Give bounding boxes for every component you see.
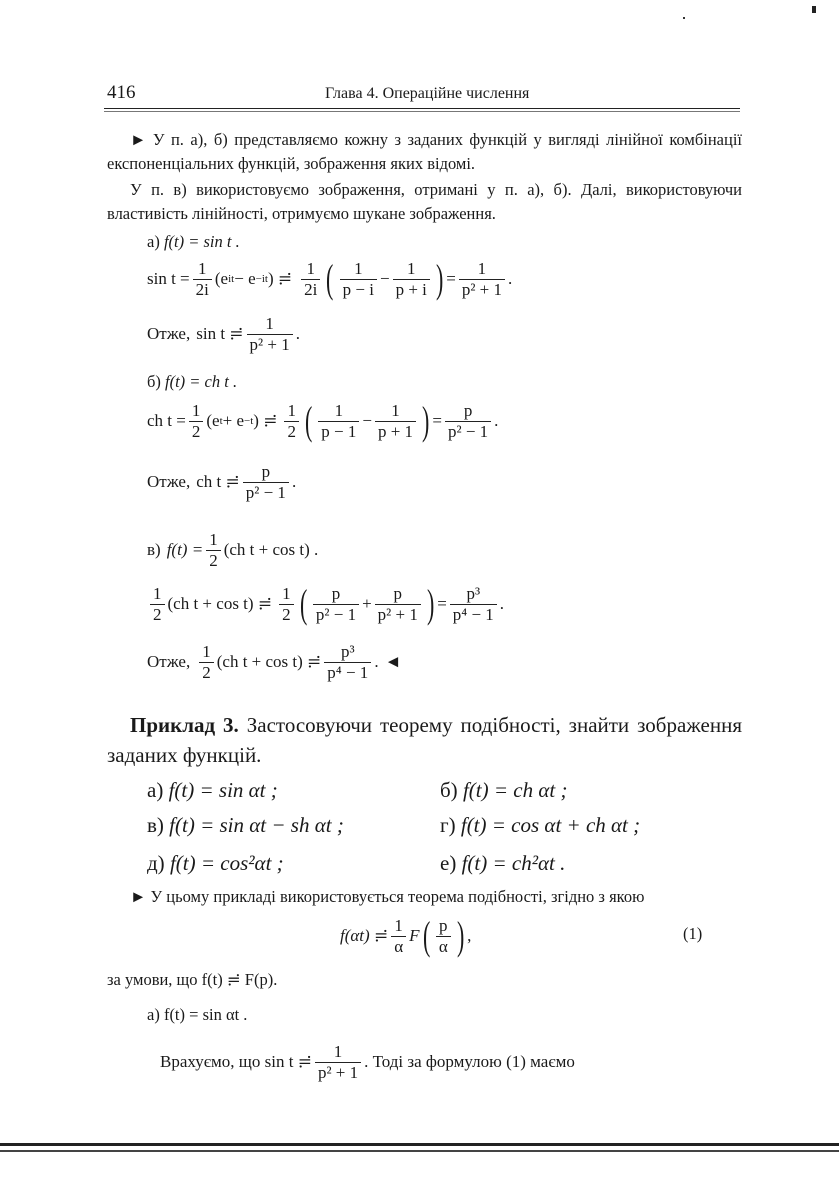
end-of-solution-mark: ◄ [384, 652, 402, 671]
example-3-item-c: в) f(t) = sin αt − sh αt ; [147, 813, 344, 837]
part-a-equation [147, 254, 512, 304]
right-paren: ) [426, 581, 435, 626]
part-c-term-2: $\frac{p}{\text{p² + 1}}$ [375, 585, 421, 624]
left-paren: ( [326, 256, 334, 301]
part-a-half-i-fraction: $\frac{1}{2i}$ [193, 260, 212, 299]
part-b-heading [147, 370, 237, 394]
page-number: 416 [107, 82, 136, 103]
example-3-item-a: а) f(t) = sin αt ; [147, 778, 278, 802]
intro-paragraph-2: У п. в) використовуємо зображення, отримані у п. а), б). Далі, використовуючи властивість лінійності, отримуємо шукане зображення. [107, 180, 742, 223]
part-a-eq-lhs: sin t = [147, 269, 190, 288]
part-a-function: f(t) = sin t . [163, 232, 240, 251]
part-a-term-2: $\frac{1}{p + i}$ [393, 260, 430, 299]
part-b-half-fraction: $\frac{1}{2}$ [189, 402, 204, 441]
chapter-title: Глава 4. Операційне числення [325, 85, 530, 102]
example-3-title: Приклад 3. [130, 713, 239, 737]
part-a-exp-close: ) ≓ [267, 269, 293, 288]
part-b-conclusion-fraction: $\frac{p}{\text{p² − 1}}$ [243, 463, 289, 502]
example-3-item-b: б) f(t) = ch αt ; [440, 778, 568, 802]
part-a-exp-it: it [228, 273, 235, 285]
scan-dot [683, 17, 685, 19]
example-3-item-d: г) f(t) = cos αt + ch αt ; [440, 813, 641, 837]
example-3-text: Застосовуючи теорему подібності, знайти зображення заданих функцій. [107, 713, 742, 767]
part-b-term-2: $\frac{1}{p + 1}$ [375, 402, 416, 441]
part-a-exp-minus: − e [234, 269, 256, 288]
part-a-result: $\frac{1}{\text{p² + 1}}$ [459, 260, 505, 299]
right-paren: ) [422, 398, 430, 443]
bottom-rule [0, 1143, 839, 1146]
part-a-conclusion-lhs: sin t ≓ [196, 324, 244, 343]
part-a-exp-open: (e [214, 269, 229, 288]
part-a-conclusion: Отже, sin t ≓ $\frac{1}{\text{p² + 1}}$ . [147, 313, 300, 354]
theorem-condition: за умови, що f(t) ≓ F(p). [107, 970, 278, 989]
part-a-label: а) [147, 232, 160, 251]
similarity-theorem-formula: f(αt) ≓ $\frac{1}{\alpha}$ F ( $\frac{p}{\alpha}$ ) , [340, 913, 472, 958]
header-rule-secondary [104, 111, 740, 112]
scan-mark [812, 6, 816, 13]
formula-number: (1) [683, 924, 703, 943]
intro-paragraph-1: ► У п. а), б) представляємо кожну з заданих функцій у вигляді лінійної комбінації експоненціальних функцій, зображення яких відомі. [107, 130, 742, 173]
part-b-exp-open: (e [206, 411, 220, 430]
left-paren: ( [299, 581, 307, 626]
bottom-rule-secondary [0, 1150, 839, 1152]
left-paren: ( [304, 398, 313, 443]
part-c-equation: $\frac{1}{2}$ (ch t + cos t) ≓ $\frac{1}{2}$ ( $\frac{p}{\text{p² − 1}}$ + $\frac{p}{\text{p² + 1}}$ ) = $\frac{\text{p³}}{\text{p⁴ − 1}}$ . [147, 578, 504, 630]
part-c-half-fraction: $\frac{1}{2}$ [206, 531, 221, 570]
example-3-item-e: д) f(t) = cos²αt ; [147, 851, 284, 875]
part-a-exp-neg-it: −it [255, 273, 268, 285]
minus-sign: − [379, 269, 390, 288]
example-3-subpart-a: а) f(t) = sin αt . [147, 1005, 248, 1024]
part-b-result: $\frac{p}{\text{p² − 1}}$ [445, 402, 491, 441]
part-b-half-fraction-2: $\frac{1}{2}$ [284, 402, 299, 441]
example-3-item-f: е) f(t) = ch²αt . [440, 851, 566, 875]
left-paren: ( [422, 913, 430, 958]
part-b-function: f(t) = ch t . [165, 372, 238, 391]
final-fraction: $\frac{1}{\text{p² + 1}}$ [315, 1043, 361, 1082]
part-a-conclusion-label: Отже, [147, 324, 191, 343]
part-b-eq-lhs: ch t = [147, 411, 186, 430]
part-a-half-i-fraction-2: $\frac{1}{2i}$ [301, 260, 320, 299]
theorem-intro: ► У цьому прикладі використовується теорема подібності, згідно з якою [130, 887, 645, 906]
part-b-equation: ch t = $\frac{1}{2}$ (e t + e −t ) ≓ $\frac{1}{2}$ ( $\frac{1}{p - 1}$ − $\frac{1}{p + 1}$ ) = $\frac{p}{\text{p² − 1}}$ . [147, 398, 499, 443]
part-c-heading: в) f(t) = $\frac{1}{2}$ (ch t + cos t) . [147, 529, 319, 570]
right-paren: ) [435, 256, 444, 301]
period: . [508, 269, 513, 288]
final-line: Врахуємо, що sin t ≓ $\frac{1}{\text{p² + 1}}$ . Тоді за формулою (1) маємо [160, 1041, 575, 1082]
part-c-conclusion: Отже, $\frac{1}{2}$ (ch t + cos t) ≓ $\frac{\text{p³}}{\text{p⁴ − 1}}$ . ◄ [147, 641, 402, 682]
part-b-conclusion: Отже, ch t ≓ $\frac{p}{\text{p² − 1}}$ . [147, 461, 297, 502]
right-paren: ) [456, 913, 465, 958]
part-a-term-1: $\frac{1}{p - i}$ [340, 260, 377, 299]
example-3-statement [107, 710, 742, 770]
part-b-term-1: $\frac{1}{p - 1}$ [318, 402, 359, 441]
part-a-conclusion-fraction: $\frac{1}{\text{p² + 1}}$ [247, 315, 293, 354]
header-rule [104, 108, 740, 109]
part-c-term-1: $\frac{p}{\text{p² − 1}}$ [313, 585, 359, 624]
equals-sign: = [446, 269, 456, 288]
part-c-result: $\frac{\text{p³}}{\text{p⁴ − 1}}$ [450, 585, 497, 624]
part-b-label: б) [147, 372, 161, 391]
part-a-heading [147, 230, 240, 254]
part-c-conclusion-fraction: $\frac{\text{p³}}{\text{p⁴ − 1}}$ [324, 643, 371, 682]
